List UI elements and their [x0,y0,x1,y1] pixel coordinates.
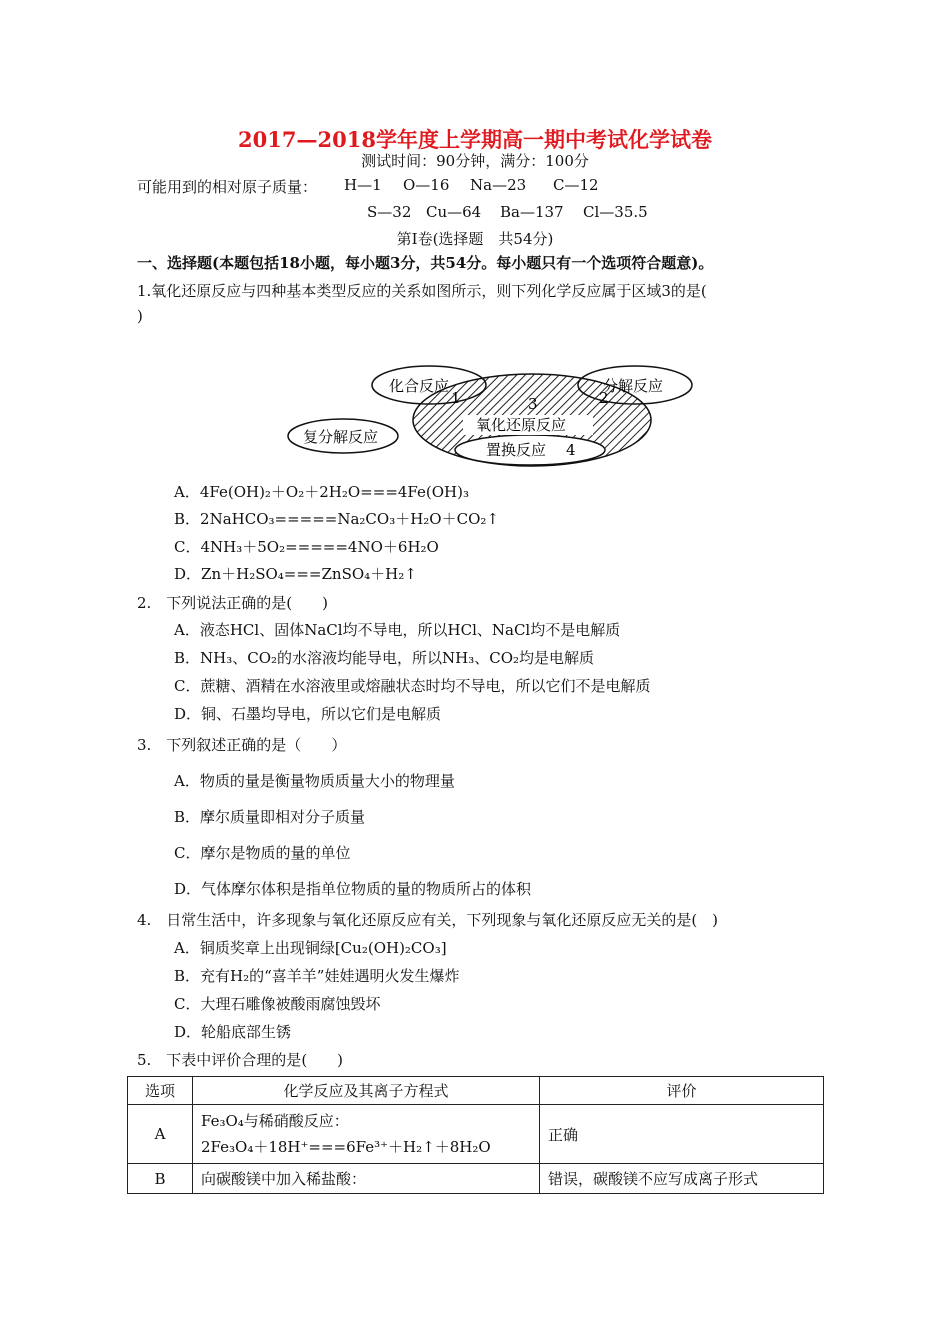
reaction-venn-diagram [285,360,695,468]
atomic-mass-s: S—32 [367,203,412,221]
q3-stem: 3. 下列叙述正确的是（ ） [137,736,347,754]
q1-stem: 1.氧化还原反应与四种基本类型反应的关系如图所示，则下列化学反应属于区域3的是( [137,282,707,300]
region-2-label: 2 [599,389,609,407]
q2-option-d: D．铜、石墨均导电，所以它们是电解质 [174,705,442,723]
q1-stem-end: ) [137,307,143,325]
region-1-label: 1 [451,389,461,407]
row-a-reaction [193,1105,540,1164]
q2-option-a: A．液态HCl、固体NaCl均不导电，所以HCl、NaCl均不是电解质 [174,621,621,639]
time-info: 测试时间：90分钟，满分：100分 [361,152,589,170]
decomposition-label: 分解反应 [603,377,664,395]
q2-option-b: B．NH₃、CO₂的水溶液均能导电，所以NH₃、CO₂均是电解质 [174,649,595,667]
q1-option-c: C．4NH₃＋5O₂=====4NO＋6H₂O [174,538,439,556]
q2-stem: 2. 下列说法正确的是( ) [137,594,329,612]
atomic-mass-label: 可能用到的相对原子质量： [137,178,318,196]
substitution-label: 置换反应 [486,441,547,459]
header-option: 选项 [128,1077,193,1105]
atomic-mass-c: C—12 [553,176,599,194]
q3-option-b: B．摩尔质量即相对分子质量 [174,808,366,826]
region-3-label: 3 [528,395,538,413]
q4-option-b: B．充有H₂的“喜羊羊”娃娃遇明火发生爆炸 [174,967,460,985]
row-b-reaction: 向碳酸镁中加入稀盐酸： [193,1164,540,1194]
section-heading: 一、选择题(本题包括18小题，每小题3分，共54分。每小题只有一个选项符合题意)。 [137,254,714,272]
atomic-mass-h: H—1 [344,176,382,194]
evaluation-table [127,1076,824,1194]
q4-option-d: D．轮船底部生锈 [174,1023,292,1041]
q4-option-a: A．铜质奖章上出现铜绿[Cu₂(OH)₂CO₃] [174,939,447,957]
atomic-mass-cl: Cl—35.5 [583,203,648,221]
atomic-mass-na: Na—23 [470,176,527,194]
table-row [128,1105,824,1164]
row-b-evaluation: 错误，碳酸镁不应写成离子形式 [540,1164,824,1194]
atomic-mass-o: O—16 [403,176,450,194]
combination-label: 化合反应 [389,377,450,395]
q1-option-d: D．Zn＋H₂SO₄===ZnSO₄＋H₂↑ [174,565,417,583]
redox-label: 氧化还原反应 [476,416,567,434]
q3-option-d: D．气体摩尔体积是指单位物质的量的物质所占的体积 [174,880,532,898]
row-a-reaction-line1: Fe₃O₄与稀硝酸反应： [201,1112,349,1130]
q3-option-a: A．物质的量是衡量物质质量大小的物理量 [174,772,455,790]
q5-stem: 5. 下表中评价合理的是( ) [137,1051,344,1069]
q4-stem: 4. 日常生活中，许多现象与氧化还原反应有关，下列现象与氧化还原反应无关的是( ) [137,911,719,929]
table-header-row [128,1077,824,1105]
row-b-option: B [128,1164,193,1194]
exam-title: 2017—2018学年度上学期高一期中考试化学试卷 [238,127,712,152]
header-evaluation: 评价 [540,1077,824,1105]
table-row [128,1164,824,1194]
q4-option-c: C．大理石雕像被酸雨腐蚀毁坏 [174,995,381,1013]
region-4-label: 4 [566,441,576,459]
volume-heading: 第Ⅰ卷(选择题 共54分) [396,230,554,248]
row-a-option: A [128,1105,193,1164]
row-a-evaluation: 正确 [540,1105,824,1164]
q2-option-c: C．蔗糖、酒精在水溶液里或熔融状态时均不导电，所以它们不是电解质 [174,677,651,695]
atomic-mass-ba: Ba—137 [500,203,564,221]
q1-option-b: B．2NaHCO₃=====Na₂CO₃＋H₂O＋CO₂↑ [174,510,499,528]
atomic-mass-cu: Cu—64 [426,203,482,221]
double-displacement-label: 复分解反应 [303,428,379,446]
header-reaction: 化学反应及其离子方程式 [193,1077,540,1105]
row-a-reaction-line2: 2Fe₃O₄＋18H⁺===6Fe³⁺＋H₂↑＋8H₂O [201,1138,491,1156]
q1-option-a: A．4Fe(OH)₂＋O₂＋2H₂O===4Fe(OH)₃ [174,483,469,501]
q3-option-c: C．摩尔是物质的量的单位 [174,844,351,862]
